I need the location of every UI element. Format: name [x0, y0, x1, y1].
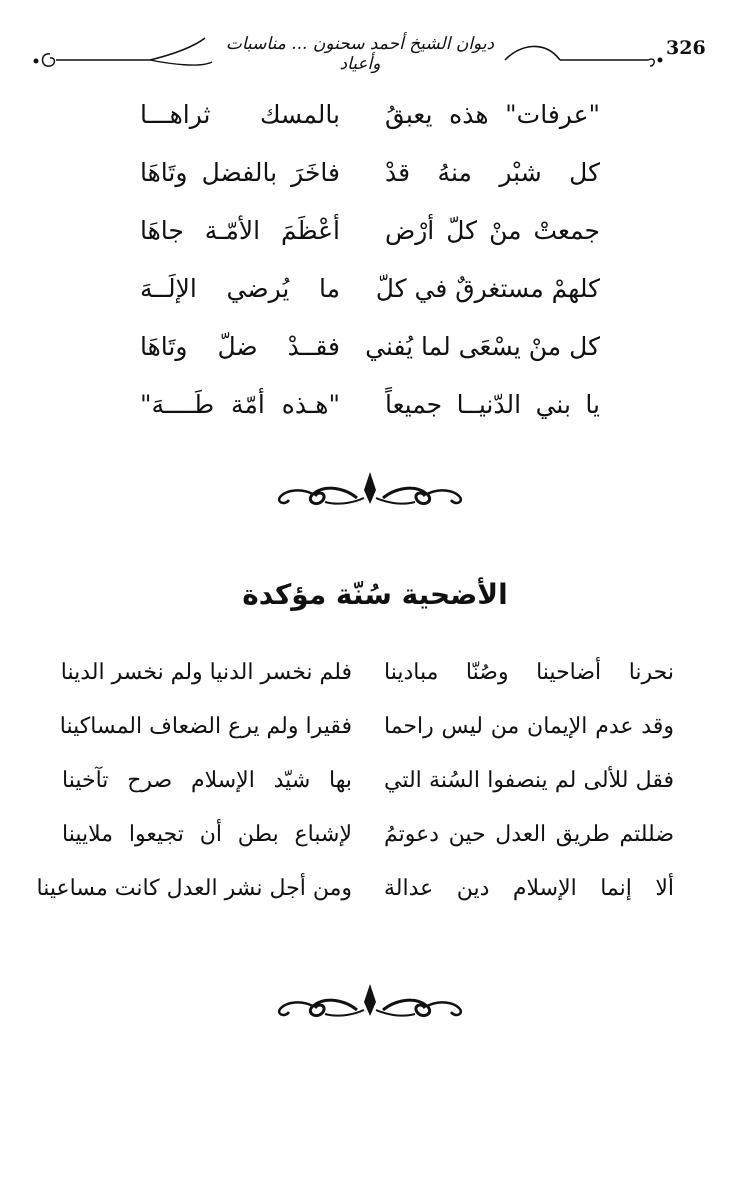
- divider-ornament: [265, 980, 475, 1024]
- verse-row: [36, 876, 674, 932]
- verse-second-hemistich: بها شيّد الإسلام صرح تآخينا: [62, 768, 352, 793]
- verse-first-hemistich: ألا إنما الإسلام دين عدالة: [384, 876, 674, 901]
- verse-first-hemistich: ضللتم طريق العدل حين دعوتمُ: [384, 822, 674, 847]
- verse-second-hemistich: فقــدْ ضلّ وتَاهَا: [140, 332, 340, 361]
- verse-row: [140, 332, 600, 388]
- verse-row: [140, 158, 600, 214]
- verse-second-hemistich: "هـذه أمّة طَــــهَ": [140, 390, 340, 419]
- poem-bottom: [36, 660, 674, 940]
- verse-second-hemistich: أعْظَمَ الأمّـة جاهَا: [140, 216, 340, 245]
- verse-first-hemistich: "عرفات" هذه يعبقُ: [385, 100, 600, 129]
- verse-second-hemistich: فاخَرَ بالفضل وتَاهَا: [140, 158, 340, 187]
- running-title: ديوان الشيخ أحمد سحنون ... مناسبات وأعياد: [225, 34, 495, 74]
- verse-first-hemistich: نحرنا أضاحينا وصُنّا مبادينا: [384, 660, 674, 685]
- verse-first-hemistich: كل شبْر منهُ قدْ: [385, 158, 600, 187]
- verse-second-hemistich: فقيرا ولم يرع الضعاف المساكينا: [59, 714, 352, 739]
- verse-row: [62, 822, 674, 878]
- verse-row: [140, 216, 600, 272]
- verse-first-hemistich: كلهمْ مستغرقٌ في كلّ: [375, 274, 600, 303]
- verse-first-hemistich: يا بني الدّنيــا جميعاً: [385, 390, 600, 419]
- page-number: 326: [666, 37, 706, 59]
- verse-first-hemistich: وقد عدم الإيمان من ليس راحما: [384, 714, 674, 739]
- divider-ornament: [265, 468, 475, 512]
- verse-first-hemistich: جمعتْ منْ كلّ أرْض: [385, 216, 600, 245]
- page-header: [0, 24, 749, 74]
- verse-second-hemistich: ما يُرضي الإلَــهَ: [140, 274, 340, 303]
- verse-row: [62, 768, 674, 824]
- verse-row: [62, 660, 674, 716]
- verse-row: [140, 100, 600, 156]
- verse-row: [140, 390, 600, 446]
- verse-row: [140, 274, 600, 330]
- verse-second-hemistich: ومن أجل نشر العدل كانت مساعينا: [36, 876, 352, 901]
- verse-first-hemistich: كل منْ يسْعَى لما يُفني: [365, 332, 600, 361]
- verse-row: [59, 714, 674, 770]
- section-title: الأضحية سُنّة مؤكدة: [242, 578, 508, 611]
- poem-top: [140, 100, 600, 460]
- verse-second-hemistich: بالمسك ثراهـــا: [140, 100, 340, 129]
- verse-second-hemistich: لإشباع بطن أن تجيعوا ملايينا: [62, 822, 352, 847]
- verse-second-hemistich: فلم نخسر الدنيا ولم نخسر الدينا: [60, 660, 352, 685]
- verse-first-hemistich: فقل للألى لم ينصفوا السُنة التي: [384, 768, 674, 793]
